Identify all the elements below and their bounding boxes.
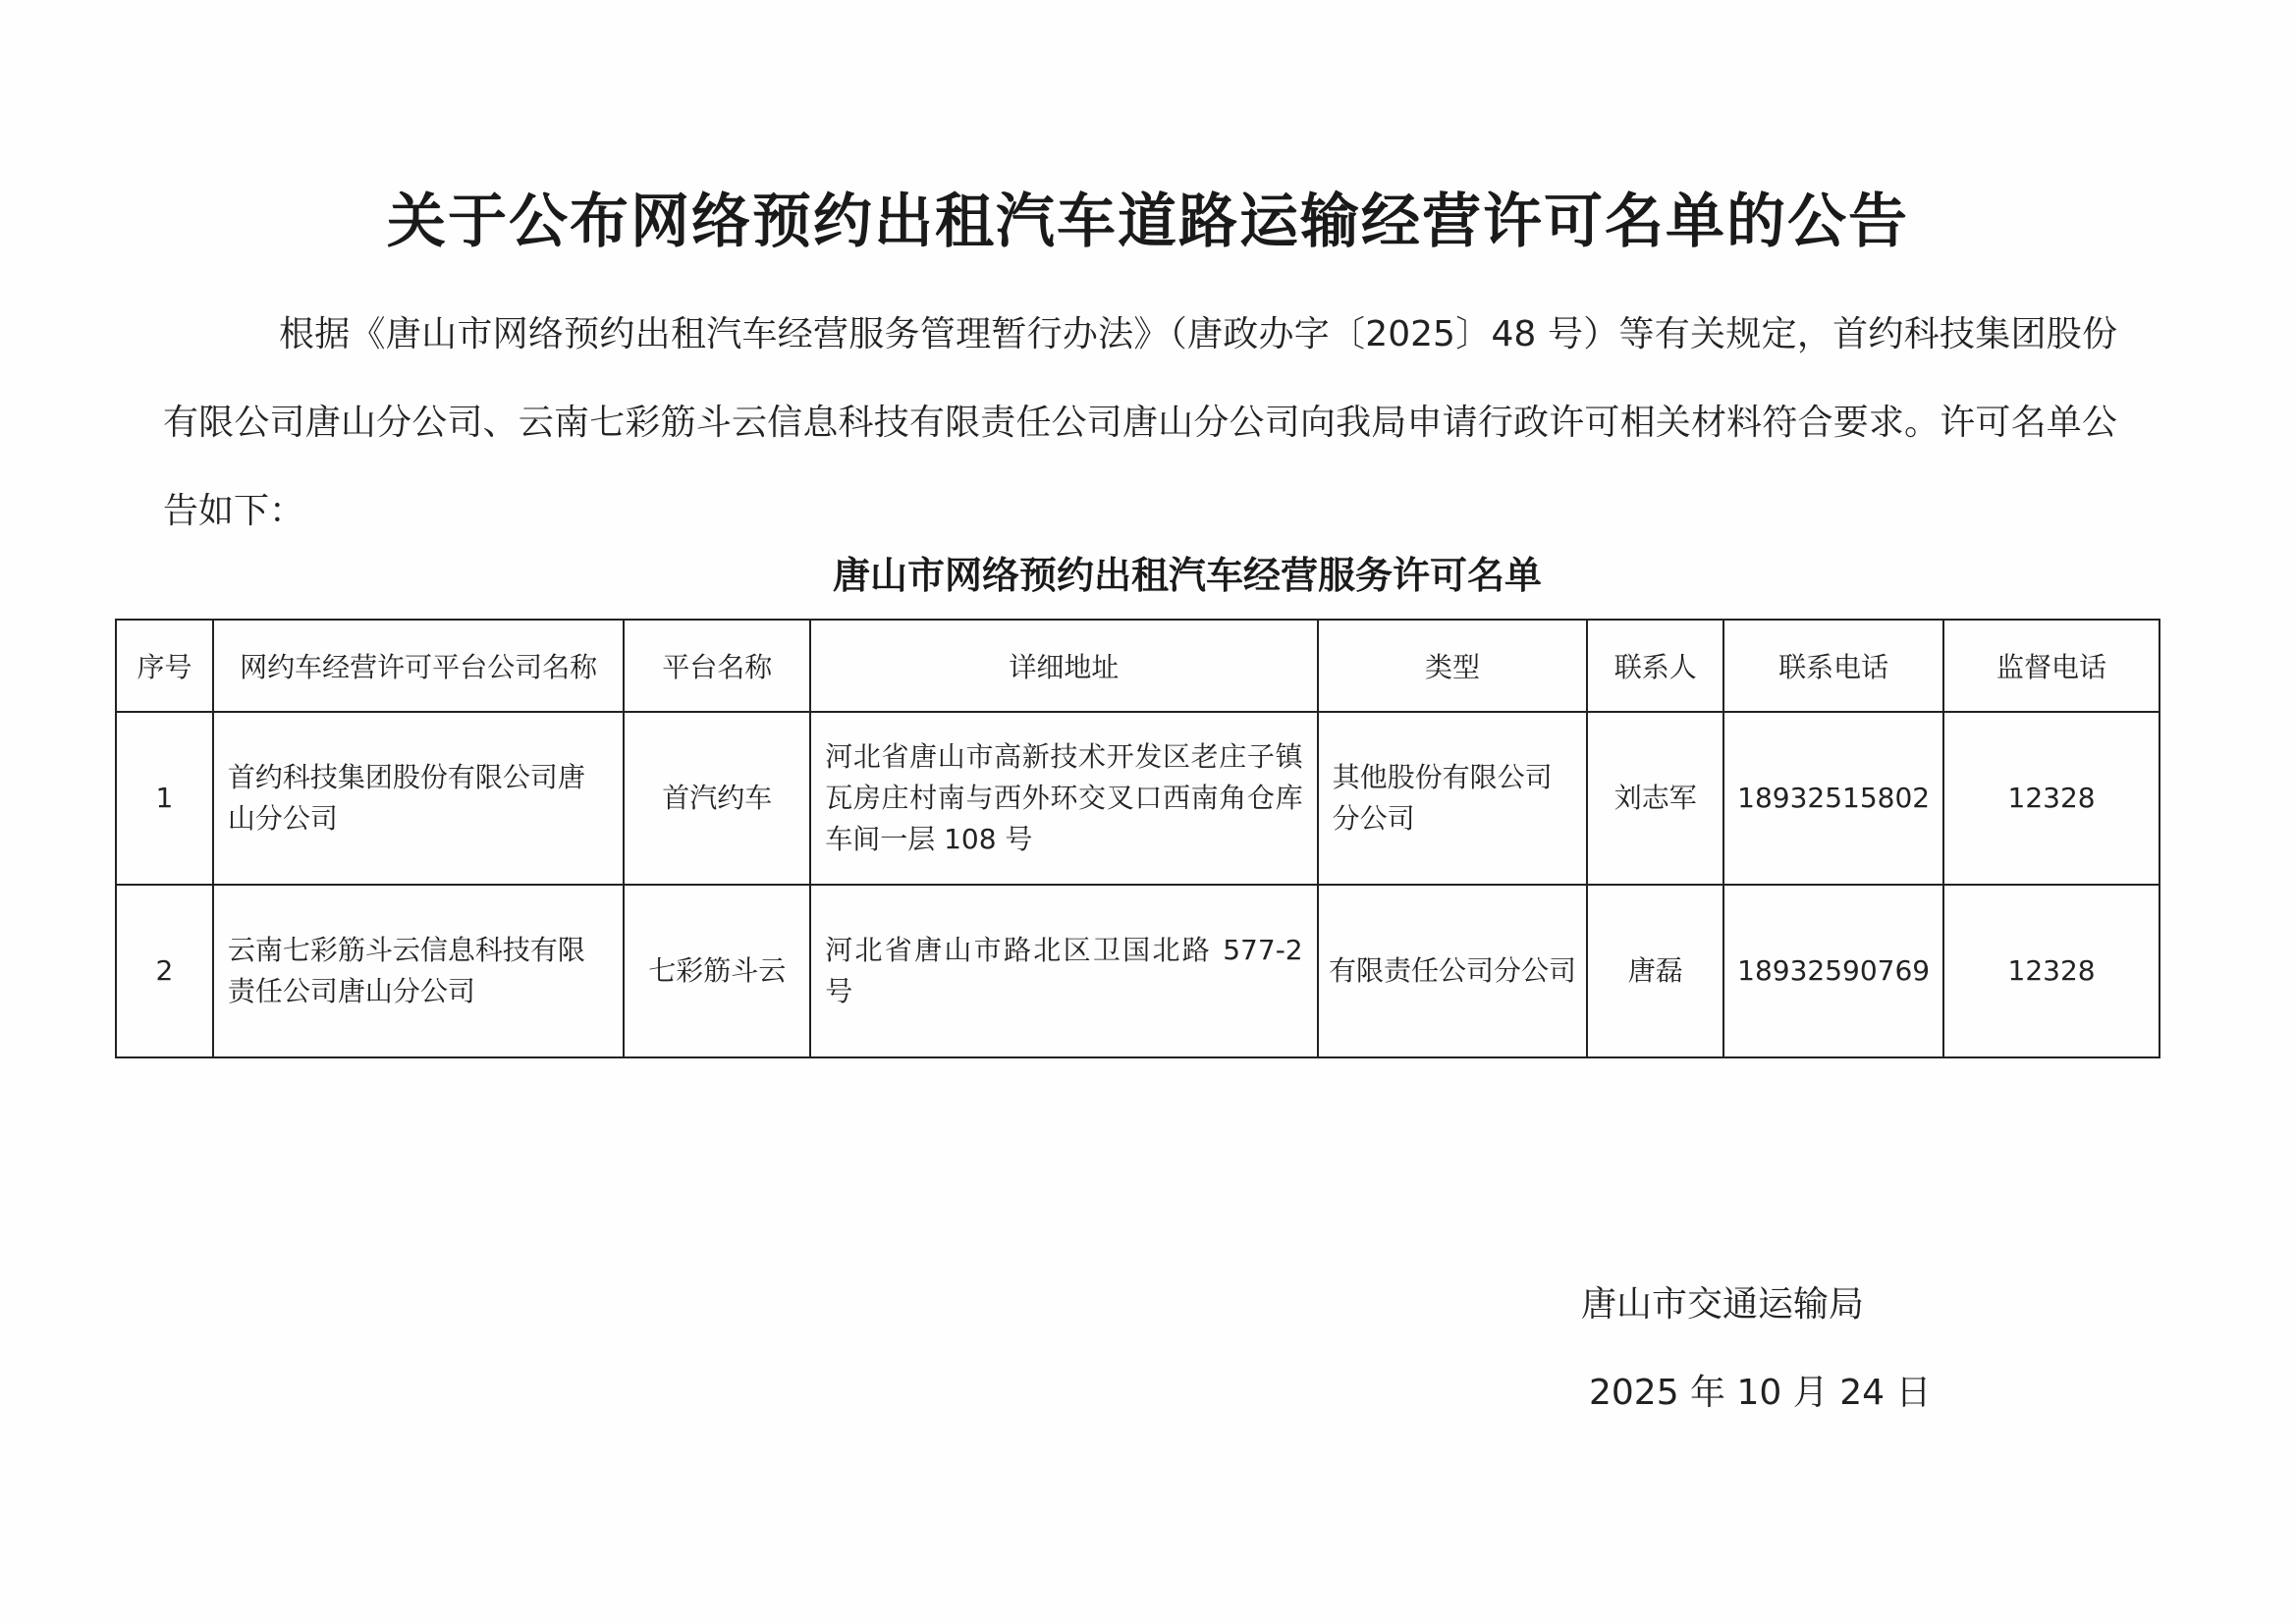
- document-title: 关于公布网络预约出租汽车道路运输经营许可名单的公告: [387, 188, 1909, 256]
- header-cell-index: 序号: [116, 620, 213, 712]
- table-row: [116, 712, 2159, 885]
- cell-supervision-phone: 12328: [1943, 885, 2159, 1057]
- cell-platform: 首汽约车: [624, 712, 810, 885]
- announcement-paragraph: 根据《唐山市网络预约出租汽车经营服务管理暂行办法》（唐政办字〔2025〕48 号）等有关规定，首约科技集团股份有限公司唐山分公司、云南七彩筋斗云信息科技有限责任公司唐山分公司向我局申请行政许可相关材料符合要求。许可名单公告如下：: [163, 314, 2117, 531]
- header-cell-supervision-phone: 监督电话: [1943, 620, 2159, 712]
- permit-list-table: [115, 619, 2160, 1058]
- signature-organization: 唐山市交通运输局: [1581, 1284, 1865, 1325]
- cell-type: 有限责任公司分公司: [1318, 885, 1588, 1057]
- header-cell-address: 详细地址: [810, 620, 1317, 712]
- cell-address: 河北省唐山市高新技术开发区老庄子镇瓦房庄村南与西外环交叉口西南角仓库车间一层 108 号: [810, 712, 1317, 885]
- cell-company: 首约科技集团股份有限公司唐山分公司: [213, 712, 625, 885]
- header-cell-company: 网约车经营许可平台公司名称: [213, 620, 625, 712]
- cell-index: 2: [116, 885, 213, 1057]
- table-title: 唐山市网络预约出租汽车经营服务许可名单: [832, 554, 1542, 597]
- cell-contact: 唐磊: [1587, 885, 1723, 1057]
- cell-platform: 七彩筋斗云: [624, 885, 810, 1057]
- table-row: [116, 885, 2159, 1057]
- header-cell-contact: 联系人: [1587, 620, 1723, 712]
- header-cell-type: 类型: [1318, 620, 1588, 712]
- cell-phone: 18932515802: [1723, 712, 1943, 885]
- table-header-row: [116, 620, 2159, 712]
- header-cell-platform: 平台名称: [624, 620, 810, 712]
- cell-type: 其他股份有限公司分公司: [1318, 712, 1588, 885]
- signature-date: 2025 年 10 月 24 日: [1589, 1373, 1932, 1413]
- cell-supervision-phone: 12328: [1943, 712, 2159, 885]
- cell-company: 云南七彩筋斗云信息科技有限责任公司唐山分公司: [213, 885, 625, 1057]
- header-cell-phone: 联系电话: [1723, 620, 1943, 712]
- cell-address: 河北省唐山市路北区卫国北路 577-2 号: [810, 885, 1317, 1057]
- cell-phone: 18932590769: [1723, 885, 1943, 1057]
- cell-index: 1: [116, 712, 213, 885]
- cell-contact: 刘志军: [1587, 712, 1723, 885]
